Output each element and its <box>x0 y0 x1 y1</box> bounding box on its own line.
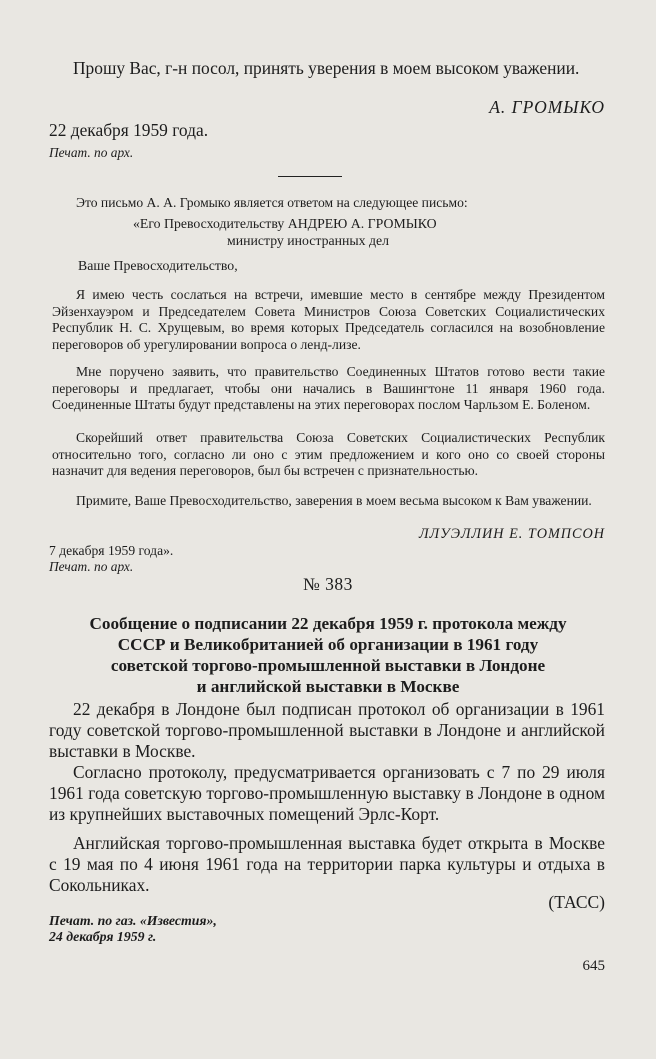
body-paragraph: Согласно протоколу, предусматривается организовать с 7 по 29 июля 1961 года советскую торгово-промышленную выставку в Лондоне в одном из крупнейших выставочных помещений Эрлс-Корт. <box>49 762 605 824</box>
title-line: СССР и Великобританией об организации в 1961 году <box>117 635 539 654</box>
letter-closing: Прошу Вас, г-н посол, принять уверения в моем высоком уважении. <box>73 58 580 78</box>
address-line-1: «Его Превосходительству АНДРЕЮ А. ГРОМЫКО <box>133 216 437 231</box>
reply-paragraph: Скорейший ответ правительства Союза Советских Социалистических Республик относительно того, согласно ли оно с этим предложением и кого оно со своей стороны назначит для ведения переговоров, был бы встречен с признательностью. <box>52 430 605 479</box>
letter-date: 22 декабря 1959 года. <box>49 120 209 140</box>
archive-source: Печат. по арх. <box>49 145 134 160</box>
reply-paragraph: Примите, Ваше Превосходительство, заверения в моем весьма высоком к Вам уважении. <box>76 493 592 508</box>
newspaper-date: 24 декабря 1959 г. <box>49 929 157 944</box>
title-line: советской торгово-промышленной выставки в Лондоне <box>110 656 546 675</box>
reply-source: Печат. по арх. <box>49 559 134 574</box>
gromyko-signature: А. ГРОМЫКО <box>489 97 605 117</box>
thompson-signature: ЛЛУЭЛЛИН Е. ТОМПСОН <box>418 526 605 542</box>
reply-paragraph: Мне поручено заявить, что правительство Соединенных Штатов готово вести такие переговоры и предлагает, чтобы они начались в Вашингтоне 11 января 1960 года. Соединенные Штаты будут представлены на этих переговорах послом Чарльзом Е. Боленом. <box>52 364 605 413</box>
title-line: Сообщение о подписании 22 декабря 1959 г. протокола между <box>89 614 567 633</box>
address-line-2: министру иностранных дел <box>227 233 390 248</box>
document-number: № 383 <box>303 574 353 594</box>
salutation: Ваше Превосходительство, <box>78 258 238 273</box>
separator-rule <box>278 176 342 177</box>
reply-paragraph: Я имею честь сослаться на встречи, имевшие место в сентябре между Президентом Эйзенхауэром и Председателем Совета Министров Союза Советских Социалистических Республик Н. С. Хрущевым, во время которых Председатель согласился на возобновление переговоров об урегулировании вопроса о ленд-лизе. <box>52 287 605 352</box>
title-line: и английской выставки в Москве <box>196 677 460 696</box>
reply-intro: Это письмо А. А. Громыко является ответом на следующее письмо: <box>76 195 468 210</box>
reply-date: 7 декабря 1959 года». <box>49 543 174 558</box>
agency-tass: (ТАСС) <box>548 892 605 912</box>
newspaper-source: Печат. по газ. «Известия», <box>49 913 217 928</box>
page-number: 645 <box>582 958 605 974</box>
document-title <box>40 613 616 697</box>
body-paragraph: 22 декабря в Лондоне был подписан протокол об организации в 1961 году советской торгово-промышленной выставки в Лондоне и английской выставки в Москве. <box>49 699 605 761</box>
body-paragraph: Английская торгово-промышленная выставка будет открыта в Москве с 19 мая по 4 июня 1961 года на территории парка культуры и отдыха в Сокольниках. <box>49 833 605 895</box>
